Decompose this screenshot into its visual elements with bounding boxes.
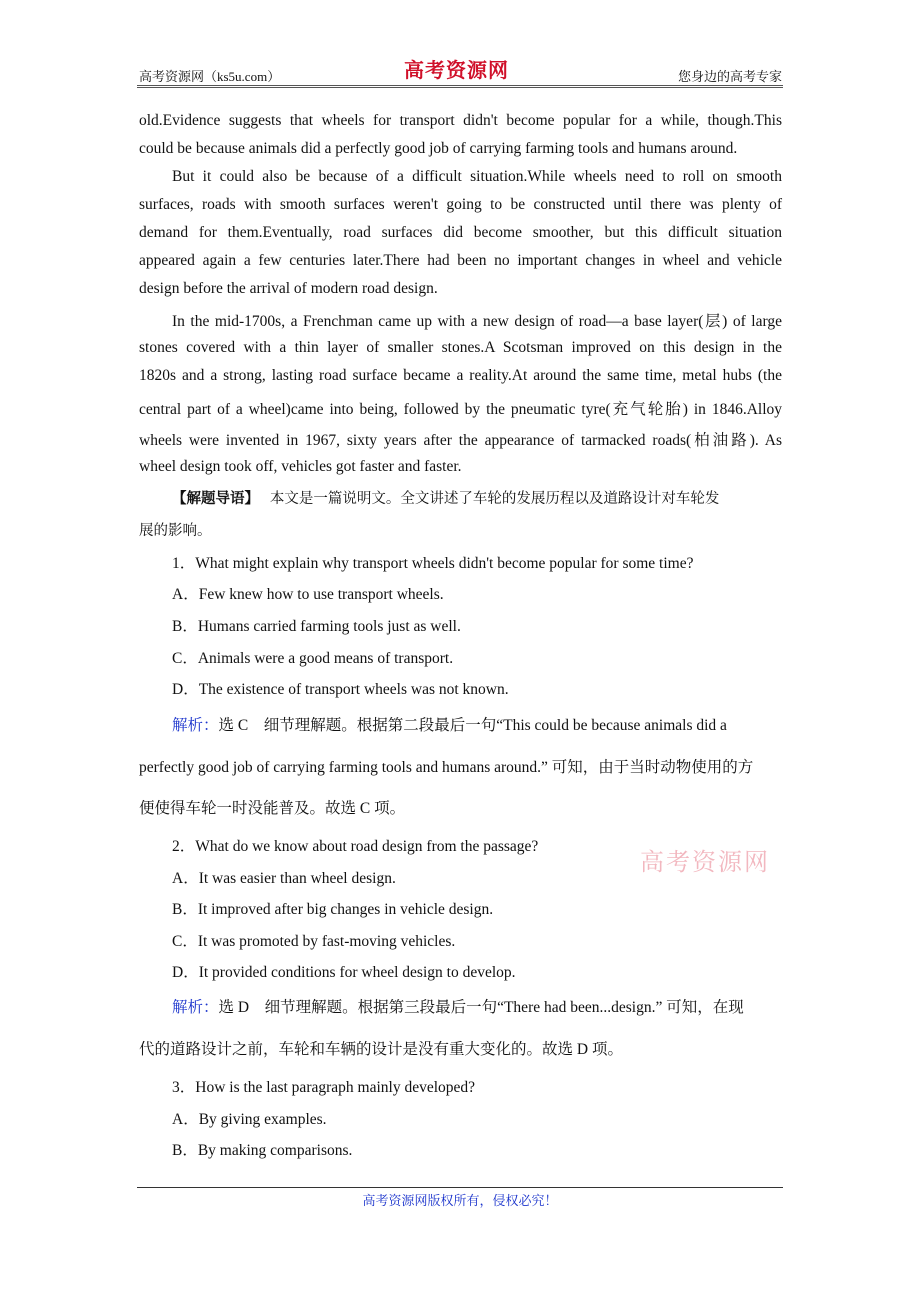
option: C．Animals were a good means of transport. bbox=[172, 650, 454, 667]
site-logo: 高考资源网 bbox=[404, 60, 509, 82]
passage-line: 1820s and a strong, lasting road surface became a reality.At around the same time, metal hubs (the bbox=[139, 367, 782, 384]
guide-text: 本文是一篇说明文。全文讲述了车轮的发展历程以及道路设计对车轮发 bbox=[269, 491, 720, 507]
guide-label: 【解题导语】 bbox=[172, 491, 259, 507]
analysis-line bbox=[172, 713, 782, 735]
analysis-label: 解析： bbox=[172, 999, 219, 1016]
analysis-line bbox=[172, 995, 782, 1017]
analysis-line: 代的道路设计之前，车轮和车辆的设计是没有重大变化的。故选 D 项。 bbox=[139, 1041, 623, 1058]
header-right: 您身边的高考专家 bbox=[677, 69, 782, 84]
passage-line: old.Evidence suggests that wheels for transport didn't become popular for a while, though.This bbox=[139, 112, 782, 129]
question-stem: 3．How is the last paragraph mainly developed? bbox=[172, 1079, 476, 1096]
guide-text-cont: 展的影响。 bbox=[139, 523, 212, 539]
header-left: 高考资源网（ks5u.com） bbox=[139, 69, 281, 84]
header-rule bbox=[137, 85, 783, 88]
guide-line bbox=[172, 487, 782, 508]
option: D．It provided conditions for wheel design to develop. bbox=[172, 964, 516, 981]
passage-line: But it could also be because of a difficult situation.While wheels need to roll on smooth bbox=[172, 168, 782, 185]
option: B．Humans carried farming tools just as well. bbox=[172, 618, 461, 635]
option: A．By giving examples. bbox=[172, 1111, 327, 1128]
question-stem: 1．What might explain why transport wheels didn't become popular for some time? bbox=[172, 555, 694, 572]
option: D．The existence of transport wheels was not known. bbox=[172, 681, 509, 698]
passage-line: could be because animals did a perfectly good job of carrying farming tools and humans around. bbox=[139, 140, 738, 157]
option: B．It improved after big changes in vehicle design. bbox=[172, 901, 494, 918]
option: C．It was promoted by fast-moving vehicles. bbox=[172, 933, 456, 950]
analysis-text: 选 C 细节理解题。根据第二段最后一句“This could be because animals did a bbox=[218, 717, 727, 734]
option: A．It was easier than wheel design. bbox=[172, 870, 396, 887]
passage-line: design before the arrival of modern road design. bbox=[139, 280, 438, 297]
watermark: 高考资源网 bbox=[640, 850, 770, 876]
footer-rule bbox=[137, 1187, 783, 1188]
passage-line: appeared again a few centuries later.There had been no important changes in wheel and vehicle bbox=[139, 252, 782, 269]
passage-line: wheels were invented in 1967, sixty years after the appearance of tarmacked roads(柏油路). As bbox=[139, 432, 782, 449]
passage-line: In the mid-1700s, a Frenchman came up with a new design of road—a base layer(层) of large bbox=[172, 313, 782, 330]
passage-line: demand for them.Eventually, road surfaces did become smoother, but this difficult situation bbox=[139, 224, 782, 241]
analysis-line: perfectly good job of carrying farming tools and humans around.” 可知，由于当时动物使用的方 bbox=[139, 759, 754, 776]
passage-line: stones covered with a thin layer of smaller stones.A Scotsman improved on this design in the bbox=[139, 339, 782, 356]
passage-line: surfaces, roads with smooth surfaces weren't going to be constructed until there was plenty of bbox=[139, 196, 782, 213]
question-stem: 2．What do we know about road design from the passage? bbox=[172, 838, 539, 855]
footer-text: 高考资源网版权所有，侵权必究！ bbox=[362, 1193, 558, 1208]
option: B．By making comparisons. bbox=[172, 1142, 353, 1159]
passage-line: central part of a wheel)came into being, followed by the pneumatic tyre(充气轮胎) in 1846.Alloy bbox=[139, 401, 782, 418]
analysis-text: 选 D 细节理解题。根据第三段最后一句“There had been...design.” 可知，在现 bbox=[218, 999, 744, 1016]
passage-line: wheel design took off, vehicles got faster and faster. bbox=[139, 458, 462, 475]
analysis-line: 便使得车轮一时没能普及。故选 C 项。 bbox=[139, 800, 406, 817]
analysis-label: 解析： bbox=[172, 717, 219, 734]
option: A．Few knew how to use transport wheels. bbox=[172, 586, 444, 603]
